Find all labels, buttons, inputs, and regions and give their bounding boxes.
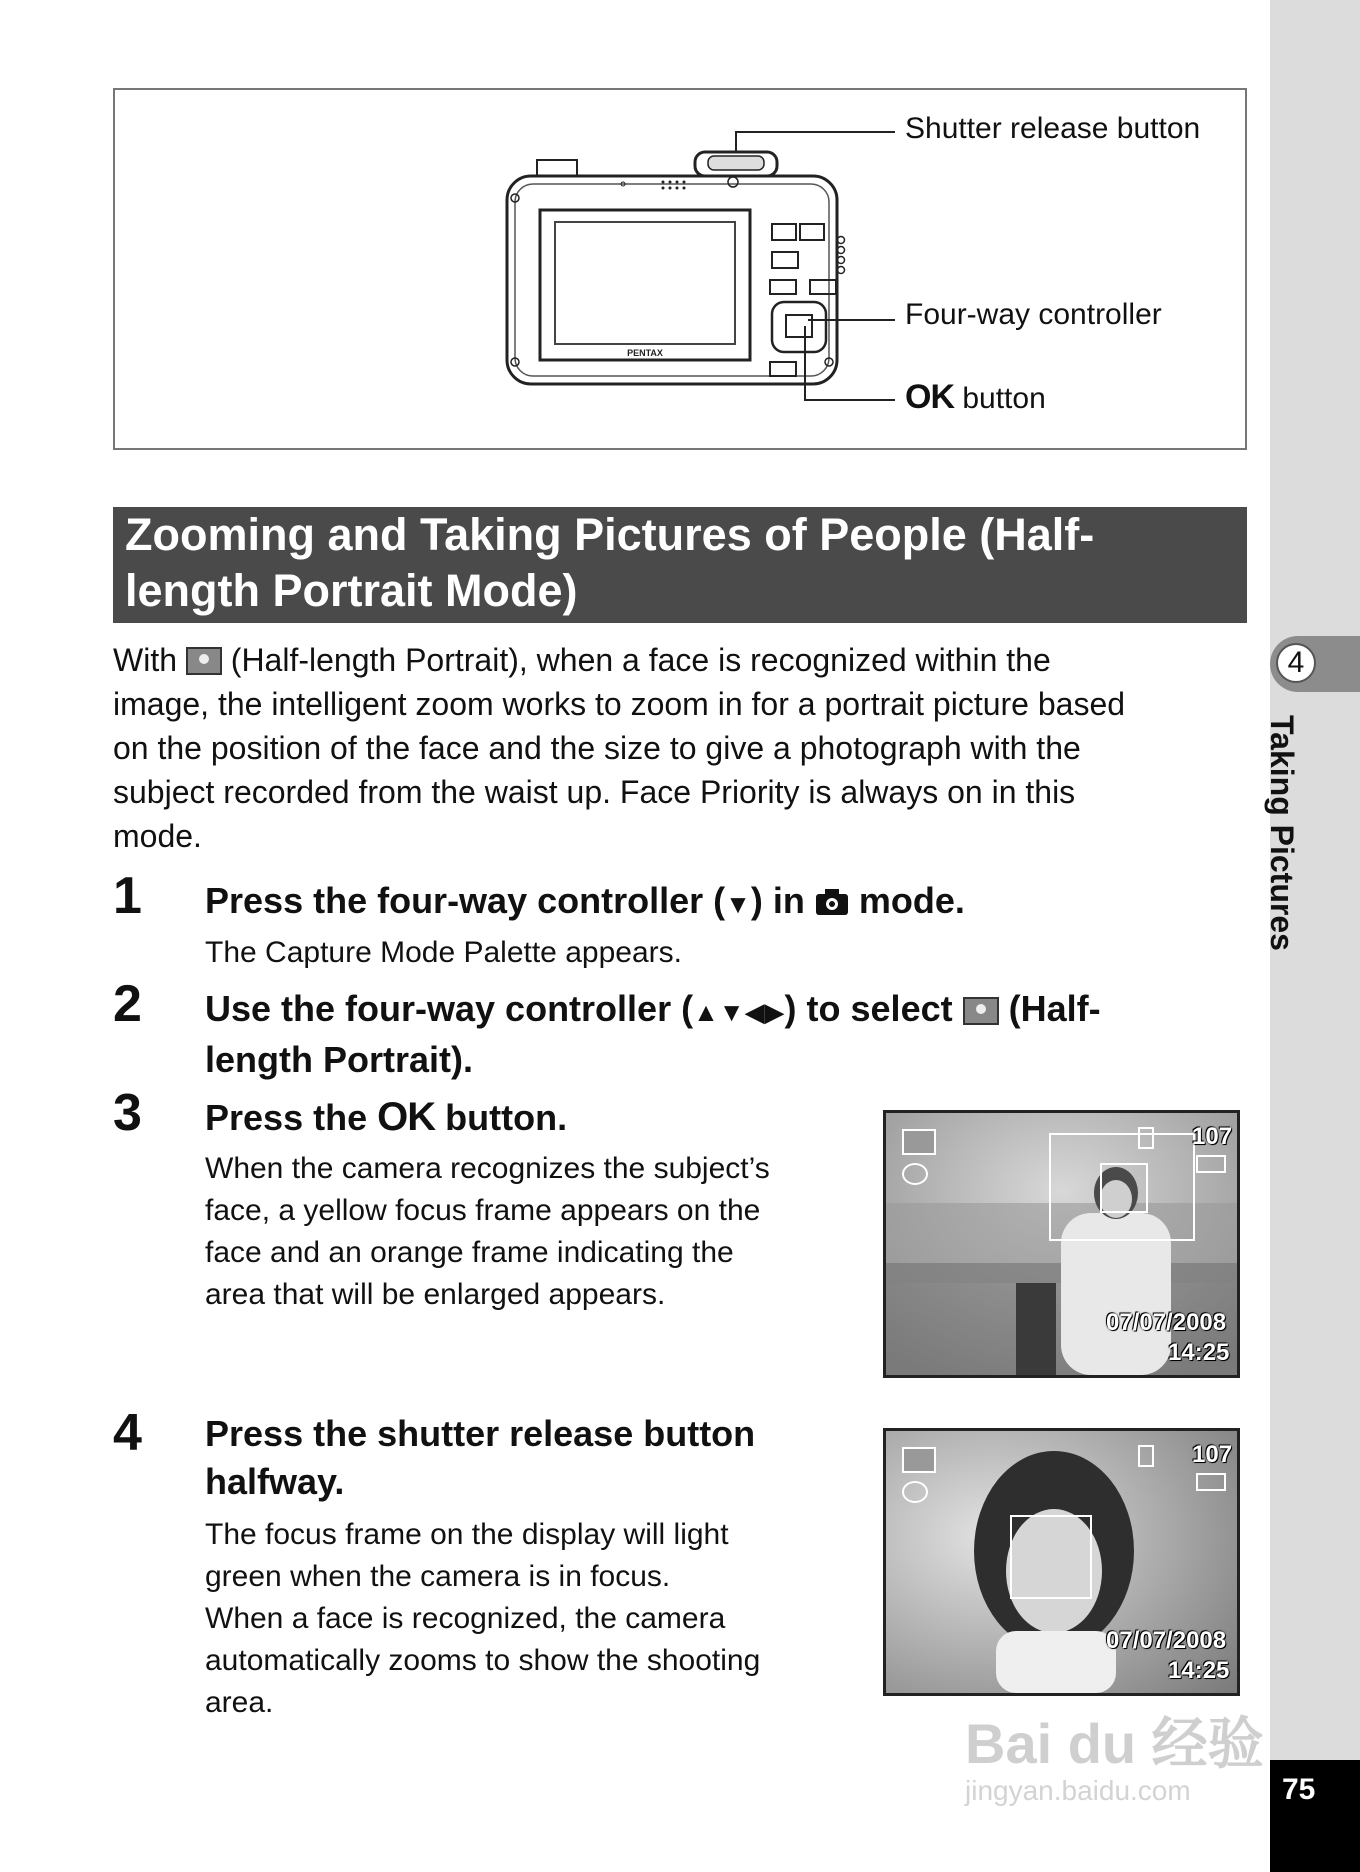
camera-mode-icon (815, 888, 849, 916)
camera-diagram (113, 88, 1247, 450)
step-4-number: 4 (113, 1404, 142, 1462)
step-3-title-b: button. (445, 1097, 568, 1138)
page-number: 75 (1282, 1773, 1316, 1806)
step-3-desc-line: When the camera recognizes the subject’s (205, 1152, 770, 1185)
half-length-portrait-icon (963, 997, 999, 1025)
step-1-desc: The Capture Mode Palette appears. (205, 936, 682, 969)
watermark-url: jingyan.baidu.com (965, 1775, 1191, 1806)
intro-line: subject recorded from the waist up. Face Priority is always on in this (113, 774, 1076, 810)
step-2-title-c: (Half- (1008, 988, 1101, 1029)
intro-line: mode. (113, 818, 202, 854)
time-display: 14:25 (1168, 1339, 1230, 1366)
intro-paragraph (113, 638, 1253, 858)
step-4-desc-line: The focus frame on the display will light (205, 1518, 729, 1551)
memory-card-icon (1138, 1127, 1154, 1149)
step-1-title-b: ) in (750, 880, 805, 921)
step-3-desc-line: face, a yellow focus frame appears on the (205, 1194, 761, 1227)
ok-glyph: OK (905, 378, 954, 416)
step-4-desc-line: When a face is recognized, the camera (205, 1602, 726, 1635)
step-4-title-line1: Press the shutter release button (205, 1413, 756, 1454)
step-3-desc (205, 1148, 770, 1316)
shots-remaining: 107 (1192, 1441, 1233, 1468)
step-1-title-c: mode. (858, 880, 965, 921)
step-2-title-b: ) to select (784, 988, 953, 1029)
chapter-number: 4 (1276, 643, 1316, 683)
step-4-title (205, 1410, 755, 1506)
date-display: 07/07/2008 (1106, 1627, 1227, 1654)
shutter-release-label: Shutter release button (905, 112, 1201, 145)
half-length-portrait-icon (902, 1447, 936, 1473)
step-3-title-a: Press the (205, 1097, 368, 1138)
face-detect-icon (902, 1481, 928, 1503)
ok-button-label (905, 378, 1046, 417)
ok-button-suffix: button (962, 382, 1046, 415)
watermark-logo: Bai du 经验 (965, 1712, 1264, 1775)
battery-icon (1196, 1473, 1226, 1491)
intro-line: image, the intelligent zoom works to zoom in for a portrait picture based (113, 686, 1126, 722)
down-arrow-icon: ▼ (725, 889, 751, 919)
step-2-title-a: Use the four-way controller ( (205, 988, 694, 1029)
half-length-portrait-icon (902, 1129, 936, 1155)
step-3-desc-line: area that will be enlarged appears. (205, 1278, 666, 1311)
intro-prefix: With (113, 642, 177, 678)
lcd-screen-zoomed (883, 1428, 1240, 1696)
section-heading-line2: length Portrait Mode) (125, 565, 578, 616)
step-4-title-line2: halfway. (205, 1461, 345, 1502)
step-4-desc-line: automatically zooms to show the shooting (205, 1644, 761, 1677)
intro-line: on the position of the face and the size to give a photograph with the (113, 730, 1081, 766)
time-display: 14:25 (1168, 1657, 1230, 1684)
memory-card-icon (1138, 1445, 1154, 1467)
battery-icon (1196, 1155, 1226, 1173)
date-display: 07/07/2008 (1106, 1309, 1227, 1336)
ok-glyph: OK (377, 1095, 436, 1139)
step-2-number: 2 (113, 975, 142, 1033)
step-3-number: 3 (113, 1084, 142, 1142)
step-1-number: 1 (113, 867, 142, 925)
step-2-title (205, 985, 1101, 1084)
face-detect-icon (902, 1163, 928, 1185)
step-2-title-line2: length Portrait). (205, 1039, 473, 1080)
section-heading (113, 507, 1247, 623)
step-3-title (205, 1093, 567, 1142)
camera-brand: PENTAX (627, 348, 663, 358)
step-1-title-a: Press the four-way controller ( (205, 880, 726, 921)
four-way-controller-label: Four-way controller (905, 298, 1162, 331)
face-focus-frame (1010, 1515, 1092, 1599)
half-length-portrait-icon (186, 647, 222, 675)
step-4-desc (205, 1514, 760, 1724)
step-3-desc-line: face and an orange frame indicating the (205, 1236, 734, 1269)
step-4-desc-line: area. (205, 1686, 274, 1719)
four-way-arrows-icon: ▲▼◀▶ (693, 997, 785, 1027)
lcd-screen-wide (883, 1110, 1240, 1378)
face-focus-frame (1100, 1163, 1148, 1213)
step-4-desc-line: green when the camera is in focus. (205, 1560, 671, 1593)
shots-remaining: 107 (1192, 1123, 1233, 1150)
intro-line: (Half-length Portrait), when a face is recognized within the (230, 642, 1051, 678)
chapter-title: Taking Pictures (1264, 715, 1300, 951)
step-1-title (205, 877, 965, 928)
section-heading-line1: Zooming and Taking Pictures of People (Half- (125, 509, 1095, 560)
